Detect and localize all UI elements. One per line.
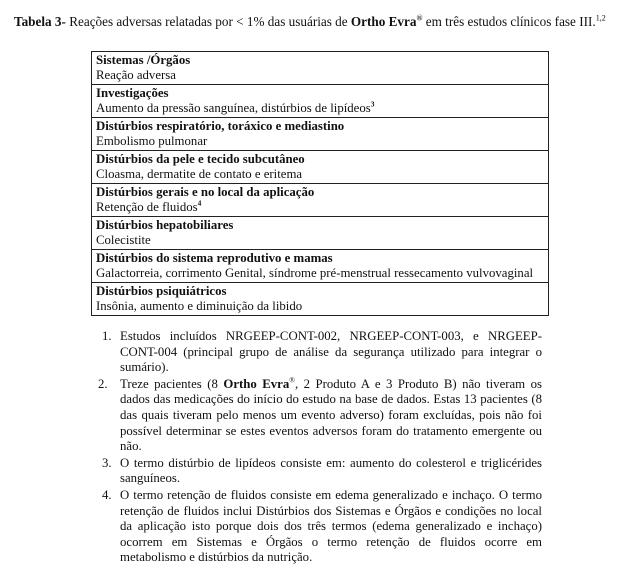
caption-text: Reações adversas relatadas por < 1% das usuárias de — [65, 14, 351, 29]
table-caption — [14, 14, 636, 30]
table-row — [92, 283, 549, 316]
system-organ-class: Distúrbios hepatobiliares — [96, 218, 234, 232]
caption-refs: 1,2 — [595, 13, 606, 23]
registered-mark: ® — [289, 375, 295, 385]
footnote-text: Treze pacientes (8 Ortho Evra®, 2 Produto A e 3 Produto B) não tiveram os dados das medicações do início do estudo na base de dados. Estas 13 pacientes (8 das quais tiveram pelo menos um evento adverso) foram excluídas, pois não foi possível determinar se estes eventos adversos foram do tratamento emergente ou não. — [120, 375, 542, 454]
caption-brand: Ortho Evra® — [350, 13, 423, 29]
table-header-cell — [92, 52, 549, 85]
caption-label: Tabela 3- — [14, 14, 66, 29]
table-row — [92, 85, 549, 118]
adverse-reactions-table — [91, 51, 549, 316]
adverse-reaction-text: Embolismo pulmonar — [96, 133, 208, 148]
footnote-3 — [98, 456, 542, 487]
table-row — [92, 151, 549, 184]
table-row — [92, 217, 549, 250]
table-row — [92, 250, 549, 283]
footnote-number: 2. — [98, 376, 108, 391]
footnote-ref: 4 — [197, 198, 202, 208]
table-row — [92, 118, 549, 151]
adverse-reaction-text: Insônia, aumento e diminuição da libido — [96, 298, 303, 313]
table-cell — [92, 250, 549, 283]
footnote-number: 1. — [102, 329, 112, 343]
table-cell — [92, 283, 549, 316]
system-organ-class: Investigações — [96, 86, 169, 100]
footnote-4 — [98, 488, 542, 566]
table-cell — [92, 85, 549, 118]
system-organ-class: Distúrbios gerais e no local da aplicação — [96, 185, 315, 199]
footnote-text: Estudos incluídos NRGEEP-CONT-002, NRGEEP-CONT-003, e NRGEEP-CONT-004 (principal grupo de análise da segurança utilizado para integrar o sumário). — [120, 329, 542, 375]
footnote-1 — [98, 329, 542, 376]
footnotes — [98, 329, 542, 567]
footnote-text: O termo distúrbio de lipídeos consiste em: aumento do colesterol e triglicérides sanguíneos. — [120, 455, 542, 486]
system-organ-class: Distúrbios da pele e tecido subcutâneo — [96, 152, 305, 166]
adverse-reaction-text: Cloasma, dermatite de contato e eritema — [96, 166, 303, 181]
system-organ-class: Distúrbios do sistema reprodutivo e mamas — [96, 251, 333, 265]
table-header-row — [92, 52, 549, 85]
adverse-reaction-text: Retenção de fluidos$^4$ — [96, 198, 202, 214]
adverse-reaction-text: Aumento da pressão sanguínea, distúrbios de lipídeos$^3$ — [96, 99, 375, 115]
header-subtitle: Reação adversa — [96, 67, 176, 82]
footnote-number: 4. — [102, 487, 112, 502]
footnote-2 — [98, 377, 542, 455]
table-row — [92, 184, 549, 217]
footnote-number: 3. — [102, 455, 112, 470]
table-cell — [92, 151, 549, 184]
adverse-reaction-text: Colecistite — [96, 232, 151, 247]
system-organ-class: Distúrbios psiquiátricos — [96, 284, 227, 298]
system-organ-class: Distúrbios respiratório, toráxico e mediastino — [96, 119, 345, 133]
adverse-reaction-text: Galactorreia, corrimento Genital, síndrome pré-menstrual ressecamento vulvovaginal — [96, 265, 534, 280]
table-cell — [92, 118, 549, 151]
table-cell — [92, 217, 549, 250]
footnote-ref: 3 — [370, 99, 375, 109]
footnote-brand: Ortho Evra — [223, 376, 290, 391]
footnote-text: O termo retenção de fluidos consiste em edema generalizado e inchaço. O termo retenção de fluidos inclui Distúrbios dos Sistemas e Órgãos e condições no local da aplicação isto porque dois dos três termos (edema generalizado e inchaço) ocorrem em Sistemas e Órgãos o termo retenção de fluidos ocorre em metabolismo e distúrbios da nutrição. — [120, 487, 542, 565]
registered-mark: ® — [416, 13, 423, 23]
caption-text-after: em três estudos clínicos fase III. — [422, 14, 596, 29]
header-title: Sistemas /Órgãos — [96, 53, 191, 67]
table-cell — [92, 184, 549, 217]
